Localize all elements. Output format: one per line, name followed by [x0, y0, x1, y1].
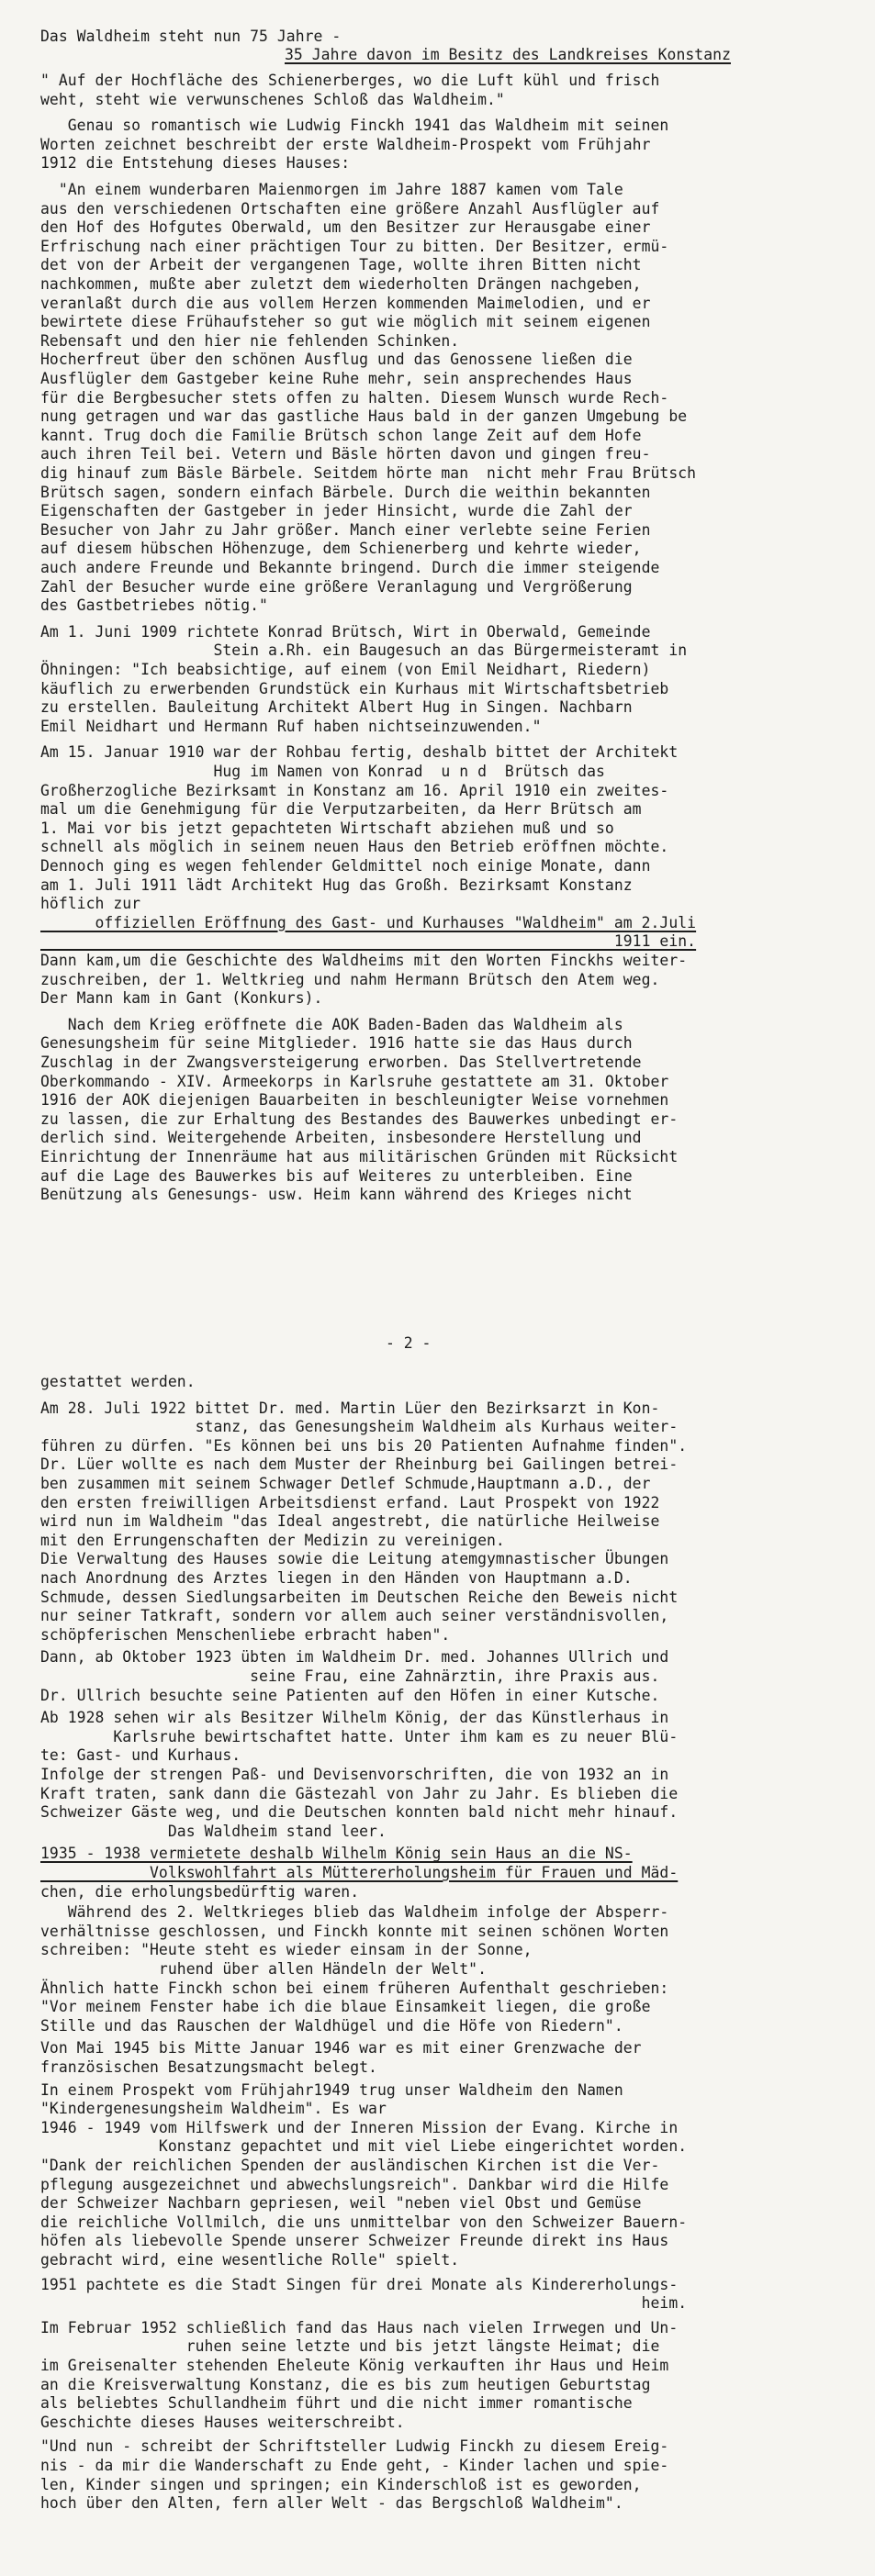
page-1-text-line: dig hinauf zum Bäsle Bärbele. Seitdem hörte man nicht mehr Frau Brütsch [40, 464, 697, 482]
page-1-text-line: 1912 die Entstehung dieses Hauses: [40, 154, 351, 173]
page-1-text-line: auch andere Freunde und Bekannte bringend. Durch die immer steigende [40, 559, 660, 576]
page-2-text-line: der Schweizer Nachbarn gepriesen, weil "neben viel Obst und Gemüse [40, 2194, 642, 2213]
page-1-text-line: offiziellen Eröffnung des Gast- und Kurhauses "Waldheim" am 2.Juli [40, 913, 697, 931]
page-2-text-line: chen, die erholungsbedürftig waren. [40, 1882, 360, 1901]
page-2-text-line: seine Frau, eine Zahnärztin, ihre Praxis aus. [40, 1667, 660, 1685]
page-1-text-line: käuflich zu erwerbenden Grundstück ein Kurhaus mit Wirtschaftsbetrieb [40, 679, 669, 697]
page-2-text-line: 1951 pachtete es die Stadt Singen für drei Monate als Kindererholungs- [40, 2275, 679, 2293]
page-2-text-line: heim. [40, 2294, 688, 2313]
page-1-text-line: " Auf der Hochfläche des Schienerberges, wo die Luft kühl und frisch [40, 72, 660, 89]
page-1-text-line: höflich zur [40, 895, 141, 913]
page-2-text-line: nur seiner Tatkraft, sondern vor allem auch seiner verständnisvollen, [40, 1607, 669, 1625]
page-2-text-line: ben zusammen mit seinem Schwager Detlef Schmude,Hauptmann a.D., der [40, 1475, 651, 1492]
page-1-text-line: Hug im Namen von Konrad u n d Brütsch das [40, 763, 605, 780]
page-2-text-line: "Dank der reichlichen Spenden der ausländischen Kirchen ist die Ver- [40, 2157, 660, 2174]
page-2-text-line: Konstanz gepachtet und mit viel Liebe eingerichtet worden. [40, 2137, 688, 2156]
page-2-text-line: Kraft traten, sank dann die Gästezahl von Jahr zu Jahr. Es blieben die [40, 1784, 679, 1802]
page-2-text-line: die reichliche Vollmilch, die uns unmittelbar von den Schweizer Bauern- [40, 2213, 688, 2231]
page-1-text-line: Besucher von Jahr zu Jahr größer. Manch einer verlebte seine Ferien [40, 520, 651, 539]
page-2-text-line: nis - da mir die Wanderschaft zu Ende geht, - Kinder lachen und spie- [40, 2457, 669, 2474]
page-1-text-line: für die Bergbesucher stets offen zu halten. Diesem Wunsch wurde Rech- [40, 388, 669, 407]
page-2-text-line: Schweizer Gäste weg, und die Deutschen konnten bald nicht mehr hinauf. [40, 1803, 679, 1822]
page-2-text-line: an die Kreisverwaltung Konstanz, die es bis zum heutigen Geburtstag [40, 2375, 651, 2393]
page-1-text-line: Einrichtung der Innenräume hat aus militärischen Gründen mit Rücksicht [40, 1148, 679, 1165]
page-2-text-line: gestattet werden. [40, 1373, 196, 1390]
page-1-text-line: Dann kam,um die Geschichte des Waldheims mit den Worten Finckhs weiter- [40, 952, 688, 969]
page-1-text-line: Nach dem Krieg eröffnete die AOK Baden-Baden das Waldheim als [40, 1015, 623, 1033]
page-number: - 2 - [386, 1334, 432, 1352]
page-1-text-line: nung getragen und war das gastliche Haus bald in der ganzen Umgebung be [40, 407, 688, 426]
page-2-text-line: Geschichte dieses Hauses weiterschreibt. [40, 2413, 405, 2431]
page-1-text-line: Genau so romantisch wie Ludwig Finckh 1941 das Waldheim mit seinen [40, 117, 669, 135]
page-1-text-line: kannt. Trug doch die Familie Brütsch schon lange Zeit auf dem Hofe [40, 426, 642, 444]
page-1-text-line: schnell als möglich in seinem neuen Haus den Betrieb eröffnen möchte. [40, 838, 669, 856]
page-2-text-line: Von Mai 1945 bis Mitte Januar 1946 war es mit einer Grenzwache der [40, 2039, 642, 2057]
page-2-text-line: nach Anordnung des Arztes liegen in den Händen von Hauptmann a.D. [40, 1569, 633, 1587]
page-1-text-line: 1911 ein. [40, 932, 697, 951]
page-2-text-line: Ab 1928 sehen wir als Besitzer Wilhelm König, der das Künstlerhaus in [40, 1709, 669, 1727]
page-1-text-line: veranlaßt durch die aus vollem Herzen kommenden Maimelodien, und er [40, 294, 651, 312]
page-1-text-line: Am 1. Juni 1909 richtete Konrad Brütsch, Wirt in Oberwald, Gemeinde [40, 622, 651, 641]
page-1-text-line: Rebensaft und den hier nie fehlenden Schinken. [40, 331, 460, 350]
page-2-text-line: als beliebtes Schullandheim führt und die nicht immer romantische [40, 2394, 633, 2413]
page-1-text-line: det von der Arbeit der vergangenen Tage, wollte ihren Bitten nicht [40, 256, 642, 274]
page-1-text-line: Großherzogliche Bezirksamt in Konstanz am 16. April 1910 ein zweites- [40, 781, 669, 799]
page-1-text-line: Eigenschaften der Gastgeber in jeder Hinsicht, wurde die Zahl der [40, 502, 633, 520]
page-1-text-line: Emil Neidhart und Hermann Ruf haben nichtseinzuwenden." [40, 717, 542, 735]
page-2-text-line: 1946 - 1949 vom Hilfswerk und der Inneren Mission der Evang. Kirche in [40, 2118, 679, 2136]
heading-line-1: Das Waldheim steht nun 75 Jahre - [40, 28, 342, 45]
page-1-text-line: 1. Mai vor bis jetzt gepachteten Wirtschaft abziehen muß und so [40, 819, 614, 837]
page-1-text-line: Zuschlag in der Zwangsversteigerung erworben. Das Stellvertretende [40, 1054, 642, 1071]
page-1-text-line: Der Mann kam in Gant (Konkurs). [40, 989, 323, 1008]
page-2 [0, 1321, 875, 2570]
page-2-text-line: Während des 2. Weltkrieges blieb das Waldheim infolge der Absperr- [40, 1903, 669, 1922]
page-1-text-line: Brütsch sagen, sondern einfach Bärbele. Durch die weithin bekannten [40, 483, 651, 501]
page-1-text-line: "An einem wunderbaren Maienmorgen im Jahre 1887 kamen vom Tale [40, 181, 623, 198]
page-2-text-line: wird nun im Waldheim "das Ideal angestrebt, die natürliche Heilweise [40, 1512, 660, 1531]
page-1-text-line: Dennoch ging es wegen fehlender Geldmittel noch einige Monate, dann [40, 857, 651, 875]
page-1-text-line: Genesungsheim für seine Mitglieder. 1916 hatte sie das Haus durch [40, 1034, 633, 1053]
page-1-text-line: Benützung als Genesungs- usw. Heim kann während des Krieges nicht [40, 1186, 633, 1204]
page-1-text-line: Oberkommando - XIV. Armeekorps in Karlsruhe gestattete am 31. Oktober [40, 1072, 669, 1090]
page-2-text-line: Dann, ab Oktober 1923 übten im Waldheim Dr. med. Johannes Ullrich und [40, 1648, 669, 1667]
page-1-text-line: Hocherfreut über den schönen Ausflug und das Genossene ließen die [40, 351, 633, 369]
page-2-text-line: mit den Errungenschaften der Medizin zu vereinigen. [40, 1531, 505, 1549]
page-2-text-line: verhältnisse geschlossen, und Finckh konnte mit seinen schönen Worten [40, 1922, 669, 1940]
page-2-text-line: te: Gast- und Kurhaus. [40, 1746, 241, 1765]
page-2-text-line: stanz, das Genesungsheim Waldheim als Kurhaus weiter- [40, 1418, 679, 1436]
page-1-text-line: aus den verschiedenen Ortschaften eine größere Anzahl Ausflügler auf [40, 199, 660, 217]
page-2-text-line: schreiben: "Heute steht es wieder einsam in der Sonne, [40, 1941, 533, 1959]
page-1-text-line: zu lassen, die zur Erhaltung des Bestandes des Bauwerkes unbedingt er- [40, 1110, 679, 1128]
page-2-text-line: Am 28. Juli 1922 bittet Dr. med. Martin Lüer den Bezirksarzt in Kon- [40, 1399, 660, 1417]
page-1-text-line: auf diesem hübschen Höhenzuge, dem Schienerberg und kehrte wieder, [40, 540, 642, 558]
page-1-text-line: zu erstellen. Bauleitung Architekt Albert Hug in Singen. Nachbarn [40, 698, 633, 717]
page-2-text-line: len, Kinder singen und springen; ein Kinderschloß ist es geworden, [40, 2475, 642, 2493]
page-2-text-line: französischen Besatzungsmacht belegt. [40, 2058, 377, 2076]
page-1-text-line: Erfrischung nach einer prächtigen Tour zu bitten. Der Besitzer, ermü- [40, 237, 669, 255]
page-1-text-line: Am 15. Januar 1910 war der Rohbau fertig, deshalb bittet der Architekt [40, 743, 679, 762]
page-2-text-line: Infolge der strengen Paß- und Devisenvorschriften, die von 1932 an in [40, 1766, 669, 1783]
page-2-text-line: Im Februar 1952 schließlich fand das Haus nach vielen Irrwegen und Un- [40, 2318, 679, 2336]
page-2-text-line: Die Verwaltung des Hauses sowie die Leitung atemgymnastischer Übungen [40, 1550, 669, 1568]
page-2-text-line: Stille und das Rauschen der Waldhügel und die Höfe von Riedern". [40, 2016, 623, 2035]
page-2-text-line: ruhen seine letzte und bis jetzt längste Heimat; die [40, 2337, 660, 2356]
heading-line-2: 35 Jahre davon im Besitz des Landkreises Konstanz [285, 46, 731, 63]
page-1 [0, 0, 875, 1266]
page-2-text-line: schöpferischen Menschenliebe erbracht haben". [40, 1625, 451, 1644]
page-1-text-line: derlich sind. Weitergehende Arbeiten, insbesondere Herstellung und [40, 1129, 642, 1147]
page-2-text-line: Das Waldheim stand leer. [40, 1822, 387, 1840]
page-2-text-line: Karlsruhe bewirtschaftet hatte. Unter ihm kam es zu neuer Blü- [40, 1727, 679, 1745]
page-2-text-line: "Und nun - schreibt der Schriftsteller Ludwig Finckh zu diesem Ereig- [40, 2437, 669, 2456]
page-1-text-line: zuschreiben, der 1. Weltkrieg und nahm Hermann Brütsch den Atem weg. [40, 970, 660, 988]
page-2-text-line: pflegung ausgezeichnet und abwechslungsreich". Dankbar wird die Hilfe [40, 2175, 669, 2193]
page-1-text-line: Zahl der Besucher wurde eine größere Veranlagung und Vergrößerung [40, 577, 633, 596]
page-1-text-line: auf die Lage des Bauwerkes bis auf Weiteres zu unterbleiben. Eine [40, 1166, 633, 1185]
page-2-text-line: 1935 - 1938 vermietete deshalb Wilhelm König sein Haus an die NS- [40, 1845, 633, 1863]
page-1-text-line: am 1. Juli 1911 lädt Architekt Hug das Großh. Bezirksamt Konstanz [40, 875, 633, 894]
page-1-text-line: den Hof des Hofgutes Oberwald, um den Besitzer zur Herausgabe einer [40, 218, 651, 237]
page-1-text-line: Stein a.Rh. ein Baugesuch an das Bürgermeisteramt in [40, 641, 688, 660]
page-1-text-line: weht, steht wie verwunschenes Schloß das Waldheim." [40, 90, 505, 108]
page-2-text-line: höfen als liebevolle Spende unserer Schweizer Freunde direkt ins Haus [40, 2232, 669, 2250]
page-1-text-line: Öhningen: "Ich beabsichtige, auf einem (von Emil Neidhart, Riedern) [40, 661, 651, 678]
page-1-text-line: des Gastbetriebes nötig." [40, 597, 268, 615]
page-2-text-line: In einem Prospekt vom Frühjahr1949 trug unser Waldheim den Namen [40, 2080, 623, 2099]
page-2-text-line: Volkswohlfahrt als Müttererholungsheim für Frauen und Mäd- [40, 1864, 679, 1881]
page-2-text-line: Ähnlich hatte Finckh schon bei einem früheren Aufenthalt geschrieben: [40, 1979, 669, 1997]
page-2-text-line: hoch über den Alten, fern aller Welt - das Bergschloß Waldheim". [40, 2494, 623, 2513]
page-2-text-line: Schmude, dessen Siedlungsarbeiten im Deutschen Reiche den Beweis nicht [40, 1588, 679, 1606]
page-2-text-line: "Kindergenesungsheim Waldheim". Es war [40, 2100, 387, 2118]
page-2-text-line: "Vor meinem Fenster habe ich die blaue Einsamkeit liegen, die große [40, 1998, 651, 2016]
page-2-text-line: Dr. Lüer wollte es nach dem Muster der Rheinburg bei Gailingen betrei- [40, 1455, 679, 1474]
page-2-text-line: gebracht wird, eine wesentliche Rolle" spielt. [40, 2251, 460, 2269]
page-1-text-line: mal um die Genehmigung für die Verputzarbeiten, da Herr Brütsch am [40, 800, 642, 819]
page-2-text-line: den ersten freiwilligen Arbeitsdienst erfand. Laut Prospekt von 1922 [40, 1493, 660, 1511]
page-2-text-line: im Greisenalter stehenden Eheleute König verkauften ihr Haus und Heim [40, 2357, 669, 2374]
page-2-text-line: Dr. Ullrich besuchte seine Patienten auf den Höfen in einer Kutsche. [40, 1686, 660, 1704]
page-2-text-line: führen zu dürfen. "Es können bei uns bis 20 Patienten Aufnahme finden". [40, 1436, 688, 1455]
page-2-text-line: ruhend über allen Händeln der Welt". [40, 1960, 487, 1978]
page-1-text-line: 1916 der AOK diejenigen Bauarbeiten in beschleunigter Weise vornehmen [40, 1091, 669, 1110]
page-1-text-line: auch ihren Teil bei. Vetern und Bäsle hörten davon und gingen freu- [40, 445, 651, 463]
page-1-text-line: Ausflügler dem Gastgeber keine Ruhe mehr, sein ansprechendes Haus [40, 370, 633, 387]
page-1-text-line: Worten zeichnet beschreibt der erste Waldheim-Prospekt vom Frühjahr [40, 135, 651, 153]
page-1-text-line: bewirtete diese Frühaufsteher so gut wie möglich mit seinem eigenen [40, 313, 651, 331]
page-1-text-line: nachkommen, mußte aber zuletzt dem wiederholten Drängen nachgeben, [40, 275, 642, 293]
